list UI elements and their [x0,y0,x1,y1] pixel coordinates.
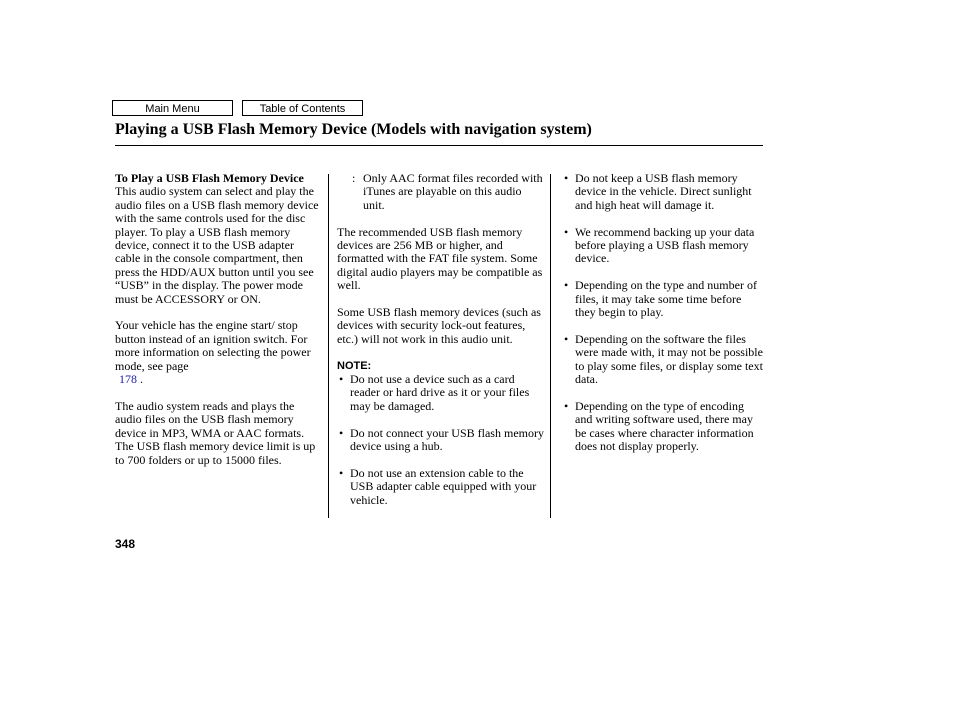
file-format-paragraph: The audio system reads and plays the audio files on the USB flash memory device in MP3, WMA or AAC formats. The USB flash memory device limit is up to 700 folders or up to 15000 files. [115,398,316,467]
bullet-icon: • [339,372,344,387]
caution-bullet-text: Depending on the software the files were made with, it may not be possible to play some files, or display some text data. [575,331,763,387]
power-mode-paragraph [115,319,319,386]
title-divider [115,145,763,146]
caution-bullet-text: Depending on the type and number of files, it may take some time before they begin to play. [575,278,757,320]
page-178-link[interactable]: 178 [119,372,137,387]
column-2 [337,172,545,520]
column-divider-2 [550,174,551,518]
note-bullet-item [337,427,545,454]
column-divider-1 [328,174,329,518]
bullet-icon: • [564,278,569,293]
bullet-icon: • [564,398,569,413]
note-bullet-text: Do not use an extension cable to the USB adapter cable equipped with your vehicle. [350,465,537,507]
caution-bullet-item [562,172,764,212]
caution-bullet-item [562,400,764,454]
aac-note-item [337,172,545,212]
bullet-icon: • [339,425,344,440]
page-title: Playing a USB Flash Memory Device (Models with navigation system) [115,121,592,138]
table-of-contents-button[interactable]: Table of Contents [242,100,363,116]
note-label: NOTE: [337,359,372,372]
caution-bullet-text: We recommend backing up your data before playing a USB flash memory device. [575,224,755,266]
recommended-devices-paragraph: The recommended USB flash memory devices are 256 MB or higher, and formatted with the FAT file system. Some digital audio players may be compatible as well. [337,224,543,293]
caution-bullet-text: Depending on the type of encoding and writing software used, there may be cases where character information does not display properly. [575,398,754,454]
period: . [140,372,143,387]
bullet-icon: • [339,465,344,480]
colon-mark: : [352,171,356,185]
caution-bullet-item [562,333,764,387]
column-1 [115,172,319,480]
bullet-icon: • [564,331,569,346]
incompatible-devices-paragraph: Some USB flash memory devices (such as devices with security lock-out features, etc.) will not work in this audio unit. [337,305,541,346]
note-bullet-item [337,467,545,507]
intro-paragraph: This audio system can select and play the audio files on a USB flash memory device with the same controls used for the disc player. To play a USB flash memory device, connect it to the USB adapter cable in the console compartment, then press the HDD/AUX button until you see “USB” in the display. The power mode must be ACCESSORY or ON. [115,184,319,306]
note-bullet-text: Do not use a device such as a card reader or hard drive as it or your files may be damaged. [350,372,530,413]
caution-bullet-item [562,226,764,266]
page-number: 348 [115,537,136,551]
aac-note-text: Only AAC format files recorded with iTunes are playable on this audio unit. [363,171,543,212]
power-mode-text: Your vehicle has the engine start/ stop button instead of an ignition switch. For more information on selecting the power mode, see page [115,318,311,373]
caution-bullet-item [562,279,764,319]
main-menu-button[interactable]: Main Menu [112,100,233,116]
caution-bullet-text: Do not keep a USB flash memory device in the vehicle. Direct sunlight and high heat will damage it. [575,171,752,212]
bullet-icon: • [564,224,569,239]
note-bullet-text: Do not connect your USB flash memory device using a hub. [350,425,544,454]
section-subheading: To Play a USB Flash Memory Device [115,171,304,185]
column-3 [562,172,764,467]
bullet-icon: • [564,171,569,185]
note-bullet-item [337,373,545,413]
